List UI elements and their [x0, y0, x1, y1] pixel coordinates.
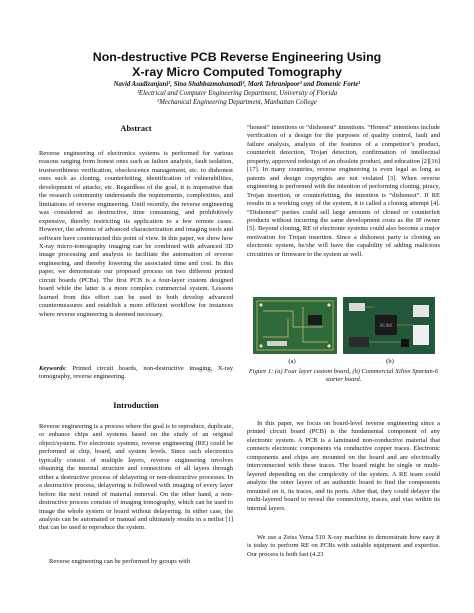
right-para-1-block: [247, 124, 440, 259]
figure-1-caption: Figure 1: (a) Four layer custom board, (b) Commercial Xilinx Spartan-6 starter board.: [248, 368, 439, 384]
abstract-body-block: [39, 150, 233, 319]
figure-label-b: (b): [386, 358, 394, 365]
author-list: Navid Asadizanjani¹, Sina Shahbazmohamadi², Mark Tehranipoor¹ and Domenic Forte¹: [113, 81, 361, 88]
board-b-marking: XILINX: [379, 323, 393, 328]
right-para-3-block: [247, 534, 440, 559]
right-paragraph-2: In this paper, we focus on board-level reverse engineering since a printed circuit board (PCB) is the fundamental component of any electronic system. A PCB is a laminated non-conductive material that connects electronic components via conductive copper traces. Electronic components and chips are mounted on the board and are electrically interconnected with these traces. The board might be single or multi- layered depending on the complexity of the system. A RE team could analyze the outer layers of an authentic board to find the components mounted on it, its traces, and its ports. After that, they could delayer the multi-layered board to reveal the connectivity, traces, and vias within its internal layers.: [247, 420, 440, 512]
keywords-label: Keywords: [39, 365, 65, 372]
board-a-image: [253, 297, 337, 354]
keywords-text: : Printed circuit boards, non-destructive imaging, X-ray tomography, reverse engineering.: [39, 365, 233, 381]
abstract-body: Reverse engineering of electronics systems is performed for various reasons ranging from honest ones such as failure analysis, fault isolation, trustworthiness verification, obsolescence management, etc. to dishonest ones such as cloning, counterfeiting, identification of vulnerabilities, development of attacks, etc. Regardless of the goal, it is imperative that the research community understands the requirements, complexities, and limitations of reverse engineering. Until recently, the reverse engineering was considered as destructive, time consuming, and prohibitively expensive, thereby restricting its application to a few remote cases. However, the advents of advanced characterization and imaging tools and software have counteracted this point of view. In this paper, we show how X-ray micro-tomography imaging can be combined with advanced 3D image processing and analysis to facilitate the automation of reverse engineering, and thereby lowering the associated time and cost. In this paper, we demonstrate our proposed process on two different printed circuit boards (PCBs). The first PCB is a four-layer custom designed board while the latter is a more complex commercial system. Lessons learned from this effort can be used to both develop advanced countermeasures and establish a more efficient workflow for instances where reverse engineering is deemed necessary.: [39, 150, 233, 318]
right-para-2-block: [247, 420, 440, 513]
title-line-2: X-ray Micro Computed Tomography: [132, 65, 342, 79]
intro-para-1-block: [39, 423, 233, 533]
right-paragraph-1: “honest” intentions or “dishonest” intentions. “Honest” intentions include verification of a design for the purposes of quality control, fault and failure analysis, analysis of the features of a competitor’s product, counterfeit detection, Trojan detection, confirmation of intellectual property, approved redesign of an obsolete product, and education [2][16][17]. In many countries, reverse engineering is even legal as long as patents and design copyrights are not violated [3]. When reverse engineering is performed with the intention of performing cloning, piracy, Trojan insertion, or counterfeiting, the intention is “dishonest”. If RE results in a working copy of the system, it is called a cloning attempt [4]. “Dishonest” parties could sell large amounts of cloned or counterfeit products without incurring the same development costs as the IP owner [5]. Beyond cloning, RE of electronic systems could also become a major motivation for Trojan insertion. Since a dishonest party is cloning an electronic system, he/she will have the capability of adding malicious circuitries or firmware to the system as well.: [247, 124, 440, 258]
figure-1: [253, 297, 435, 354]
intro-paragraph-1: Reverse engineering is a process where the goal is to reproduce, duplicate, or enhance chips and systems based on the study of an original object/system. For electronic systems, reverse engineering (RE) could be performed at chip, board, and system levels. Since such electronics typically consist of multiple layers, reverse engineering involves obtaining the internal structure and connections of all layers through either a destructive process of delayering or non-destructive processes. In a destructive process, delayering is followed with imaging of every layer before the next round of material removal. On the other hand, a non-destructive process consists of imaging tomography, which can be used to image the whole system or board without delayering. In either case, the analysis can be automated or manual and ultimately results in a netlist [1] that can be used to reproduce the system.: [39, 423, 233, 532]
right-paragraph-3: We use a Zeiss Versa 510 X-ray machine to demonstrate how easy it is today to perform RE on PCBs with suitable equipment and expertise. Our process is both fast (4.23: [247, 534, 440, 558]
introduction-heading: Introduction: [113, 401, 159, 410]
figure-label-a: (a): [288, 358, 296, 365]
abstract-heading: Abstract: [120, 124, 152, 133]
title-line-1: Non-destructive PCB Reverse Engineering Using: [92, 50, 382, 64]
board-b-image: [343, 297, 435, 354]
affiliation-2: ²Mechanical Engineering Department, Manhattan College: [157, 99, 317, 106]
intro-paragraph-2-start: Reverse engineering can be performed by groups with: [49, 558, 190, 565]
intro-para-2-block: [39, 558, 233, 566]
affiliation-1: ¹Electrical and Computer Engineering Department, University of Florida: [136, 90, 338, 97]
keywords-block: [39, 365, 233, 382]
paper-title: [40, 50, 434, 80]
